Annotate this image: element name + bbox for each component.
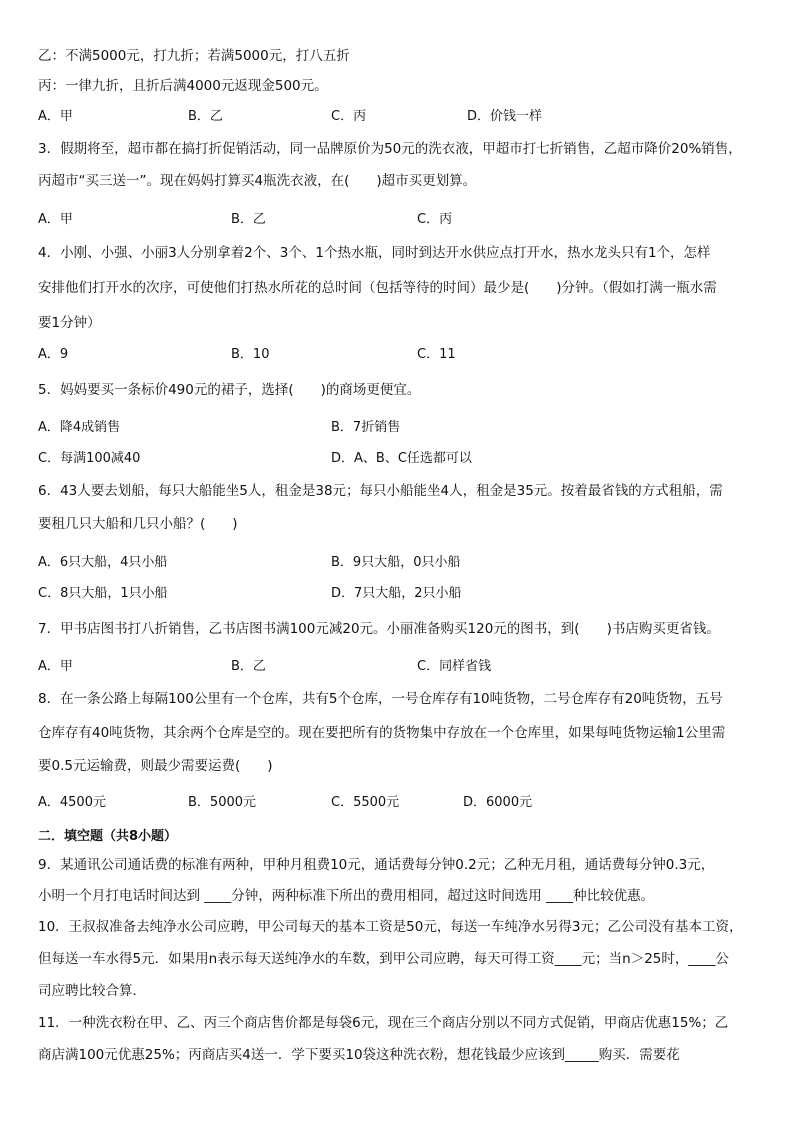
text-line: 但每送一车水得5元．如果用n表示每天送纯净水的车数，到甲公司应聘，每天可得工资____元；当n＞25时，____公 — [38, 951, 729, 967]
option-d: D．价钱一样 — [467, 109, 543, 124]
text-line: 丙超市“买三送一”。现在妈妈打算买4瓶洗衣液，在( )超市买更划算。 — [38, 173, 477, 189]
option-b: B．10 — [231, 347, 270, 362]
option-c: C．5500元 — [331, 795, 400, 810]
text-line: 要1分钟） — [38, 315, 101, 331]
section-title: 二．填空题（共8小题） — [38, 829, 178, 844]
question-5: 5．妈妈要买一条标价490元的裙子，选择( )的商场更便宜。 — [38, 382, 421, 398]
question-9: 9．某通讯公司通话费的标准有两种，甲种月租费10元，通话费每分钟0.2元；乙种无月租，通话费每分钟0.3元， — [38, 857, 715, 873]
text-line: 要0.5元运输费，则最少需要运费( ) — [38, 758, 273, 774]
text-line: 乙：不满5000元，打九折；若满5000元，打八五折 — [38, 48, 350, 64]
text-line: 司应聘比较合算． — [38, 983, 146, 999]
option-a: A．甲 — [38, 109, 73, 124]
option-b: B．9只大船，0只小船 — [331, 555, 461, 570]
option-c: C．每满100减40 — [38, 451, 141, 466]
question-4: 4．小刚、小强、小丽3人分别拿着2个、3个、1个热水瓶，同时到达开水供应点打开水，热水龙头只有1个，怎样 — [38, 245, 711, 261]
option-a: A．降4成销售 — [38, 420, 121, 435]
option-d: D．7只大船，2只小船 — [331, 586, 462, 601]
option-c: C．同样省钱 — [417, 659, 492, 674]
text-line: 丙：一律九折，且折后满4000元返现金500元。 — [38, 78, 328, 94]
option-b: B．7折销售 — [331, 420, 401, 435]
question-11: 11．一种洗衣粉在甲、乙、丙三个商店售价都是每袋6元，现在三个商店分别以不同方式促销，甲商店优惠15%；乙 — [38, 1015, 729, 1031]
option-a: A．6只大船，4只小船 — [38, 555, 168, 570]
option-d: D．A、B、C任选都可以 — [331, 451, 472, 466]
question-7: 7．甲书店图书打八折销售，乙书店图书满100元减20元。小丽准备购买120元的图书，到( )书店购买更省钱。 — [38, 621, 720, 637]
option-d: D．6000元 — [463, 795, 533, 810]
option-b: B．乙 — [231, 212, 266, 227]
question-3: 3．假期将至，超市都在搞打折促销活动，同一品牌原价为50元的洗衣液，甲超市打七折销售，乙超市降价20%销售， — [38, 141, 742, 157]
text-line: 仓库存有40吨货物，其余两个仓库是空的。现在要把所有的货物集中存放在一个仓库里，如果每吨货物运输1公里需 — [38, 725, 726, 741]
option-a: A．9 — [38, 347, 69, 362]
option-b: B．乙 — [231, 659, 266, 674]
option-b: B．5000元 — [188, 795, 257, 810]
option-b: B．乙 — [188, 109, 223, 124]
question-10: 10．王叔叔准备去纯净水公司应聘，甲公司每天的基本工资是50元，每送一车纯净水另得3元；乙公司没有基本工资， — [38, 919, 743, 935]
option-a: A．甲 — [38, 659, 73, 674]
option-c: C．丙 — [417, 212, 453, 227]
text-line: 小明一个月打电话时间达到 ____分钟，两种标准下所出的费用相同，超过这时间选用 ____种比较优惠。 — [38, 888, 655, 904]
option-c: C．8只大船，1只小船 — [38, 586, 168, 601]
question-6: 6．43人要去划船，每只大船能坐5人，租金是38元；每只小船能坐4人，租金是35元。按着最省钱的方式租船，需 — [38, 483, 723, 499]
text-line: 要租几只大船和几只小船？( ) — [38, 516, 238, 532]
text-line: 安排他们打开水的次序，可使他们打热水所花的总时间（包括等待的时间）最少是( )分钟。（假如打满一瓶水需 — [38, 280, 717, 296]
text-line: 商店满100元优惠25%；丙商店买4送一．学下要买10袋这种洗衣粉，想花钱最少应该到_____购买．需要花 — [38, 1047, 680, 1063]
question-8: 8．在一条公路上每隔100公里有一个仓库，共有5个仓库，一号仓库存有10吨货物，二号仓库存有20吨货物，五号 — [38, 691, 723, 707]
option-c: C．11 — [417, 347, 456, 362]
option-a: A．甲 — [38, 212, 73, 227]
option-a: A．4500元 — [38, 795, 106, 810]
option-c: C．丙 — [331, 109, 367, 124]
